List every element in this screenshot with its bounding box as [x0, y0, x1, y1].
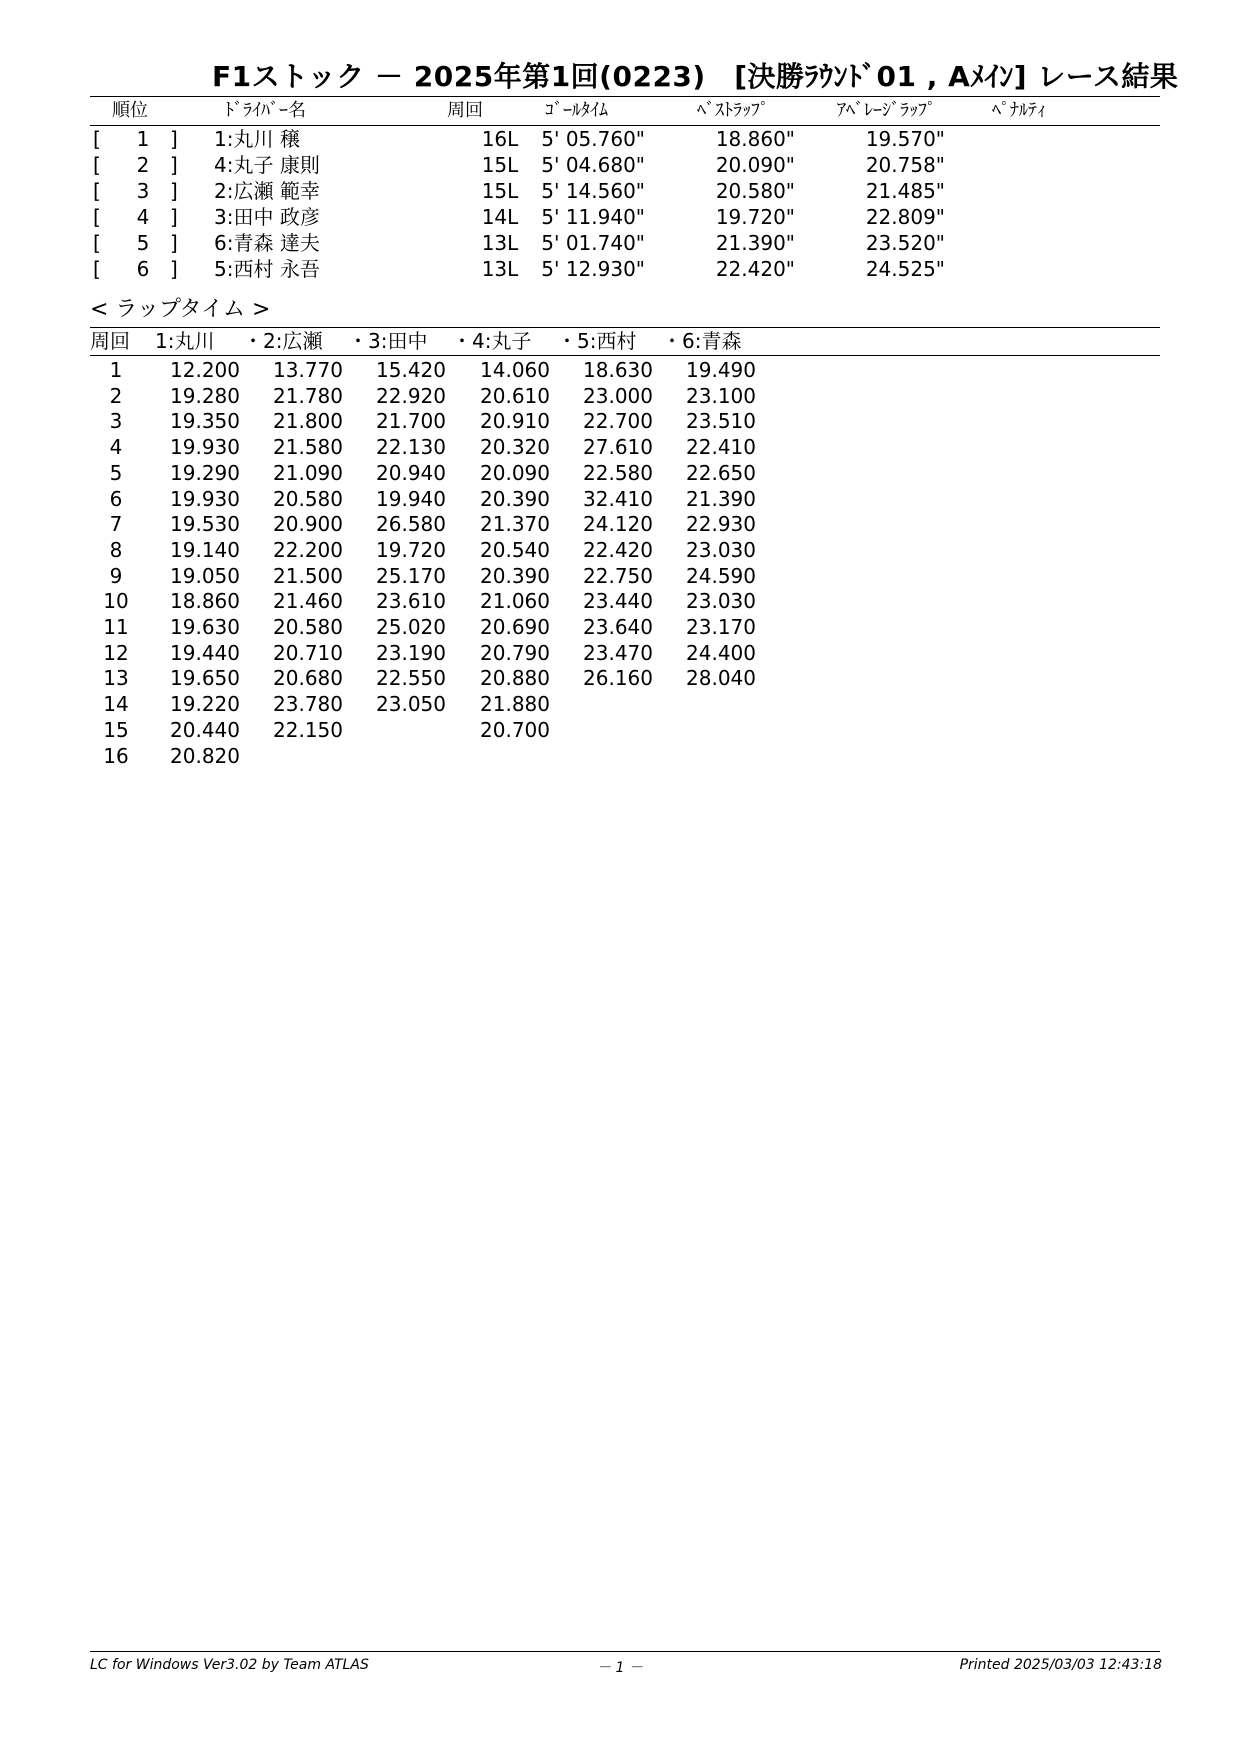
lap-time-cell: 20.820: [170, 743, 240, 768]
lap-time-cell: 21.700: [376, 409, 446, 434]
lap-number: 3: [109, 409, 123, 434]
lap-time-cell: 22.920: [376, 383, 446, 408]
results-header-cell: ﾄﾞﾗｲﾊﾞｰ名: [225, 100, 306, 121]
results-header-cell: ｺﾞｰﾙﾀｲﾑ: [545, 100, 608, 121]
rank-number: 5: [136, 231, 150, 255]
rank-bracket-left: [: [93, 179, 101, 203]
lap-count: 16L: [481, 127, 519, 151]
lap-time-cell: 21.370: [480, 512, 550, 537]
lap-time-cell: 22.550: [376, 666, 446, 691]
lap-number: 13: [103, 666, 129, 691]
lap-time-cell: 28.040: [686, 666, 756, 691]
lap-time-cell: 19.440: [170, 640, 240, 665]
driver-name: 4:丸子 康則: [214, 153, 320, 177]
rank-bracket-right: ]: [170, 231, 178, 255]
lap-time-cell: 19.290: [170, 460, 240, 485]
results-header-cell: 周回: [447, 100, 483, 121]
lap-time-cell: 32.410: [583, 486, 653, 511]
rank-number: 6: [136, 257, 150, 281]
lap-count: 13L: [481, 231, 519, 255]
lap-header-cell: 1:丸川: [155, 329, 215, 353]
lap-time-cell: 23.100: [686, 383, 756, 408]
best-lap: 19.720": [715, 205, 795, 229]
lap-count: 14L: [481, 205, 519, 229]
lap-number: 10: [103, 589, 129, 614]
rank-bracket-right: ]: [170, 205, 178, 229]
lap-time-cell: 22.580: [583, 460, 653, 485]
lap-time-cell: 20.940: [376, 460, 446, 485]
goal-time: 5' 01.740": [541, 231, 645, 255]
lap-time-cell: 14.060: [480, 358, 550, 382]
lap-section-title: < ラップタイム >: [90, 297, 271, 322]
driver-name: 1:丸川 穣: [214, 127, 300, 151]
lap-time-cell: 20.540: [480, 537, 550, 562]
lap-time-cell: 19.350: [170, 409, 240, 434]
lap-time-cell: 20.610: [480, 383, 550, 408]
lap-count: 13L: [481, 257, 519, 281]
rank-bracket-right: ]: [170, 153, 178, 177]
lap-number: 4: [109, 435, 123, 460]
lap-time-cell: 19.650: [170, 666, 240, 691]
lap-time-cell: 19.720: [376, 537, 446, 562]
lap-time-cell: 23.170: [686, 615, 756, 639]
rank-bracket-right: ]: [170, 127, 178, 151]
rank-number: 2: [136, 153, 150, 177]
lap-header-cell: ・4:丸子: [452, 329, 532, 353]
lap-time-cell: 18.860: [170, 589, 240, 614]
lap-count: 15L: [481, 179, 519, 203]
lap-time-cell: 19.930: [170, 435, 240, 460]
lap-header-cell: ・2:広瀬: [243, 329, 323, 353]
lap-time-cell: 25.170: [376, 563, 446, 588]
rank-bracket-left: [: [93, 153, 101, 177]
lap-number: 1: [109, 358, 123, 382]
lap-number: 6: [109, 486, 123, 511]
lap-number: 16: [103, 743, 129, 768]
lap-number: 2: [109, 383, 123, 408]
lap-time-cell: 20.700: [480, 717, 550, 742]
lap-number: 11: [103, 615, 129, 639]
lap-number: 12: [103, 640, 129, 665]
average-lap: 21.485": [865, 179, 945, 203]
lap-time-cell: 13.770: [273, 358, 343, 382]
lap-time-cell: 20.880: [480, 666, 550, 691]
average-lap: 24.525": [865, 257, 945, 281]
average-lap: 22.809": [865, 205, 945, 229]
lap-time-cell: 20.390: [480, 563, 550, 588]
lap-number: 5: [109, 460, 123, 485]
lap-time-cell: 20.690: [480, 615, 550, 639]
lap-time-cell: 21.880: [480, 692, 550, 717]
lap-number: 8: [109, 537, 123, 562]
lap-time-cell: 20.090: [480, 460, 550, 485]
lap-time-cell: 18.630: [583, 358, 653, 382]
lap-header-bottom-rule: [90, 355, 1160, 356]
lap-time-cell: 19.530: [170, 512, 240, 537]
lap-time-cell: 19.630: [170, 615, 240, 639]
lap-time-cell: 23.780: [273, 692, 343, 717]
results-header-cell: 順位: [112, 100, 148, 121]
lap-time-cell: 20.320: [480, 435, 550, 460]
lap-time-cell: 20.390: [480, 486, 550, 511]
goal-time: 5' 11.940": [541, 205, 645, 229]
lap-time-cell: 21.580: [273, 435, 343, 460]
lap-time-cell: 22.150: [273, 717, 343, 742]
lap-time-cell: 22.750: [583, 563, 653, 588]
lap-time-cell: 21.060: [480, 589, 550, 614]
lap-time-cell: 20.900: [273, 512, 343, 537]
footer-right: Printed 2025/03/03 12:43:18: [959, 1657, 1162, 1673]
footer-rule: [90, 1651, 1160, 1652]
lap-time-cell: 23.030: [686, 537, 756, 562]
driver-name: 6:青森 達夫: [214, 231, 320, 255]
report-title: F1ストック － 2025年第1回(0223) [決勝ﾗｳﾝﾄﾞ01 , Aﾒｲﾝ] レース結果: [212, 60, 1179, 93]
average-lap: 20.758": [865, 153, 945, 177]
lap-time-cell: 19.140: [170, 537, 240, 562]
best-lap: 22.420": [715, 257, 795, 281]
lap-time-cell: 20.580: [273, 486, 343, 511]
rank-bracket-left: [: [93, 205, 101, 229]
lap-time-cell: 22.650: [686, 460, 756, 485]
lap-time-cell: 19.490: [686, 358, 756, 382]
average-lap: 19.570": [865, 127, 945, 151]
lap-time-cell: 21.780: [273, 383, 343, 408]
lap-time-cell: 22.130: [376, 435, 446, 460]
lap-time-cell: 12.200: [170, 358, 240, 382]
page-number: － 1 －: [597, 1660, 643, 1676]
lap-header-cell: ・3:田中: [348, 329, 428, 353]
rank-number: 3: [136, 179, 150, 203]
best-lap: 21.390": [715, 231, 795, 255]
lap-time-cell: 20.790: [480, 640, 550, 665]
lap-time-cell: 21.460: [273, 589, 343, 614]
lap-time-cell: 15.420: [376, 358, 446, 382]
rank-bracket-left: [: [93, 231, 101, 255]
lap-time-cell: 22.930: [686, 512, 756, 537]
lap-time-cell: 24.400: [686, 640, 756, 665]
lap-time-cell: 19.280: [170, 383, 240, 408]
lap-time-cell: 20.910: [480, 409, 550, 434]
results-header-cell: ﾍﾟﾅﾙﾃｨ: [992, 100, 1046, 121]
lap-time-cell: 21.090: [273, 460, 343, 485]
average-lap: 23.520": [865, 231, 945, 255]
lap-time-cell: 23.440: [583, 589, 653, 614]
best-lap: 18.860": [715, 127, 795, 151]
lap-time-cell: 19.930: [170, 486, 240, 511]
driver-name: 5:西村 永吾: [214, 257, 320, 281]
lap-time-cell: 21.800: [273, 409, 343, 434]
lap-time-cell: 25.020: [376, 615, 446, 639]
lap-time-cell: 23.640: [583, 615, 653, 639]
lap-time-cell: 23.510: [686, 409, 756, 434]
lap-number: 15: [103, 717, 129, 742]
title-rule: [90, 96, 1160, 97]
best-lap: 20.090": [715, 153, 795, 177]
rank-bracket-left: [: [93, 257, 101, 281]
lap-time-cell: 27.610: [583, 435, 653, 460]
lap-number: 14: [103, 692, 129, 717]
lap-count: 15L: [481, 153, 519, 177]
lap-time-cell: 26.580: [376, 512, 446, 537]
lap-time-cell: 19.050: [170, 563, 240, 588]
driver-name: 3:田中 政彦: [214, 205, 320, 229]
lap-time-cell: 23.610: [376, 589, 446, 614]
lap-time-cell: 23.470: [583, 640, 653, 665]
lap-time-cell: 24.590: [686, 563, 756, 588]
lap-time-cell: 22.420: [583, 537, 653, 562]
lap-time-cell: 20.440: [170, 717, 240, 742]
lap-time-cell: 26.160: [583, 666, 653, 691]
lap-time-cell: 19.220: [170, 692, 240, 717]
lap-time-cell: 20.680: [273, 666, 343, 691]
goal-time: 5' 05.760": [541, 127, 645, 151]
lap-time-cell: 22.200: [273, 537, 343, 562]
rank-number: 1: [136, 127, 150, 151]
lap-time-cell: 23.050: [376, 692, 446, 717]
rank-number: 4: [136, 205, 150, 229]
lap-time-cell: 23.030: [686, 589, 756, 614]
rank-bracket-right: ]: [170, 179, 178, 203]
lap-time-cell: 22.700: [583, 409, 653, 434]
lap-time-cell: 20.710: [273, 640, 343, 665]
rank-bracket-right: ]: [170, 257, 178, 281]
lap-header-cell: ・5:西村: [557, 329, 637, 353]
goal-time: 5' 12.930": [541, 257, 645, 281]
lap-number: 7: [109, 512, 123, 537]
lap-time-cell: 22.410: [686, 435, 756, 460]
lap-header-cell: ・6:青森: [662, 329, 742, 353]
lap-time-cell: 21.500: [273, 563, 343, 588]
driver-name: 2:広瀬 範幸: [214, 179, 320, 203]
lap-time-cell: 23.190: [376, 640, 446, 665]
lap-time-cell: 19.940: [376, 486, 446, 511]
lap-time-cell: 20.580: [273, 615, 343, 639]
results-header-cell: ﾍﾞｽﾄﾗｯﾌﾟ: [697, 100, 769, 121]
goal-time: 5' 14.560": [541, 179, 645, 203]
goal-time: 5' 04.680": [541, 153, 645, 177]
footer-left: LC for Windows Ver3.02 by Team ATLAS: [90, 1657, 369, 1673]
results-header-cell: ｱﾍﾞﾚｰｼﾞﾗｯﾌﾟ: [837, 100, 936, 121]
lap-header-cell: 周回: [90, 329, 130, 353]
lap-time-cell: 23.000: [583, 383, 653, 408]
best-lap: 20.580": [715, 179, 795, 203]
lap-number: 9: [109, 563, 123, 588]
lap-time-cell: 24.120: [583, 512, 653, 537]
lap-time-cell: 21.390: [686, 486, 756, 511]
rank-bracket-left: [: [93, 127, 101, 151]
